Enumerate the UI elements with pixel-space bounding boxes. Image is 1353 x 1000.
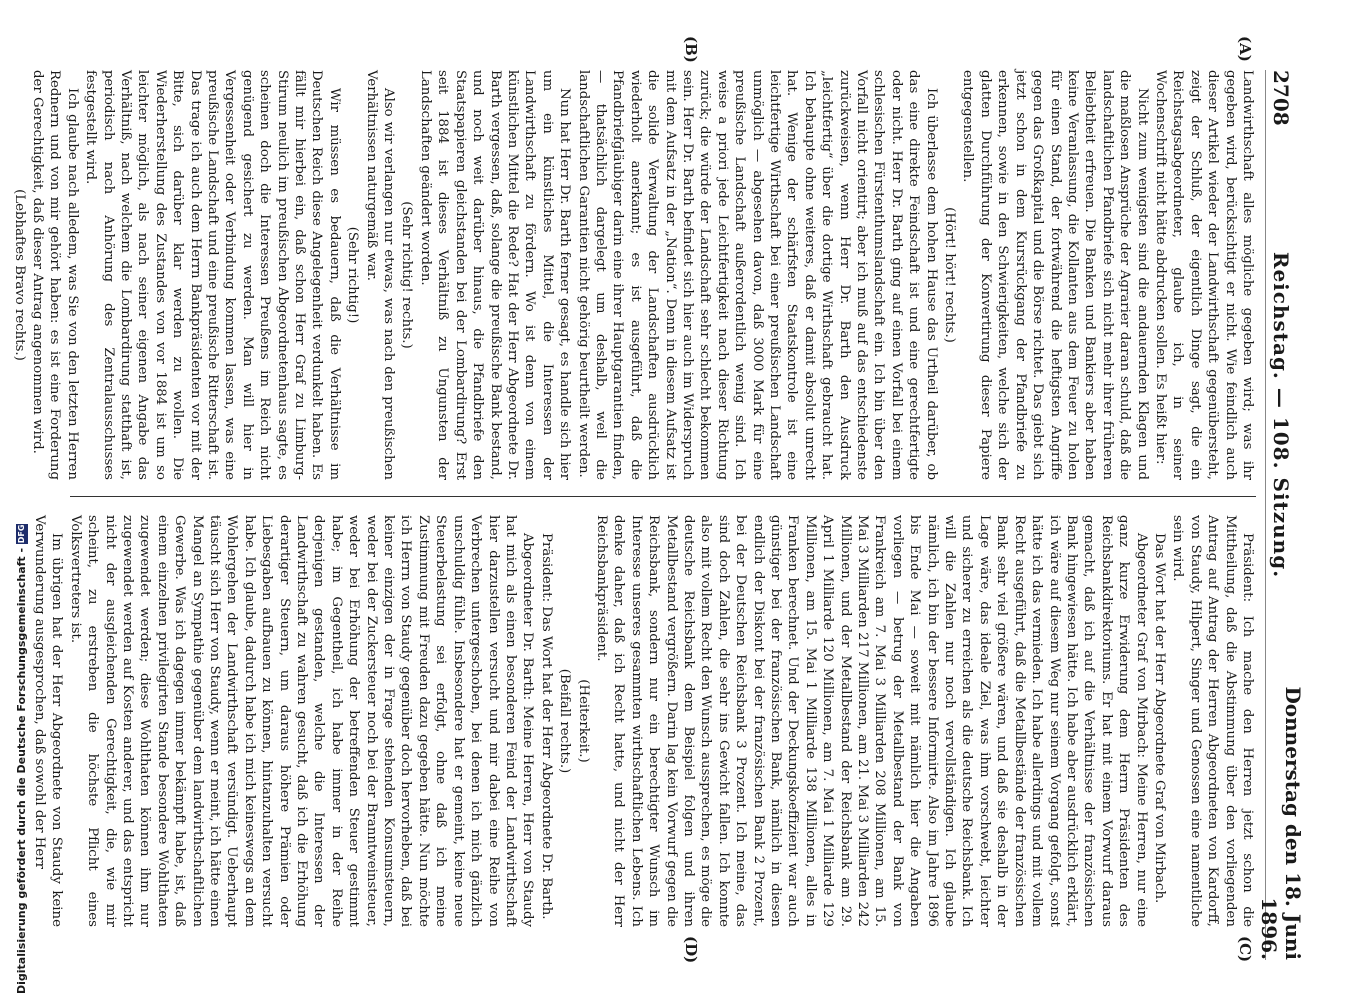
margin-marker-d: (D) [682,936,700,964]
right-text-column [31,515,1256,927]
interjection: (Heiterkeit.) [575,679,591,763]
column-divider [70,496,1256,497]
page-title: Reichstag. — 108. Sitzung. [1269,251,1293,579]
interjection: (Sehr richtig! rechts.) [399,201,415,349]
interjection: (Beifall rechts.) [557,668,573,774]
paragraph: Nun hat Herr Dr. Barth ferner gesagt, es handle sich hier um ein künstliches Mittel, die Interessen der Landwirthschaft zu fördern. Wo ist denn von einem künstlichen Mittel die Rede? Hat der Herr Abgeordnete Dr. Barth vergessen, daß, solange die preußische Bank bestand, und noch weit darüber hinaus, die Pfandbriefe den Staatspapieren gleichstanden bei der Lombardirung? Erst seit 1884 ist dieses Verhältniß zu Ungunsten der Landschaften geändert worden. [417,70,573,480]
paragraph: Also wir verlangen nur etwas, was nach den preußischen Verhältnissen naturgemäß war. [363,70,397,480]
page-header [1257,70,1305,960]
speaker-paragraph: Präsident: Das Wort hat der Herr Abgeordnete Dr. Barth. [538,533,554,920]
speaker-paragraph: Abgeordneter Dr. Barth: Meine Herren, Herr von Staudy hat mich als einen besonderen Feind der Landwirthschaft hier darzustellen versucht und mir dabei eine Reihe von Verbrechen untergeschoben, bei denen ich mich gänzlich unschuldig fühle. Insbesondere hat er gemeint, keine neue Steuerbelastung sei erfolgt, ohne daß ich meine Zustimmung mit Freuden dazu gegeben hätte. Nun möchte ich Herrn von Staudy gegenüber doch hervorheben, daß bei keiner einzigen der in Frage stehenden Konsumsteuern, weder bei der Zuckersteuer noch bei der Branntweinsteuer, weder bei Erhöhung der betreffenden Steuer gestimmt habe; im Gegentheil, ich habe immer in der Reihe derjenigen gestanden, welche die Interessen der Landwirthschaft zu wahren gesucht, daß ich die Erhöhung derartiger Steuern, um daraus höhere Prämien oder Liebesgaben aufbauen zu können, hintanzuhalten versucht habe. Ich glaube, dadurch habe ich mich keineswegs an dem Wohlergehen der Landwirthschaft versündigt. Ueberhaupt täuscht sich Herr von Staudy, wenn er meint, ich hätte einen Mangel an Sympathie gegenüber dem landwirthschaftlichen Gewerbe. Was ich dagegen immer bekämpft habe, ist, daß einem einzelnen privilegirten Stande besondere Wohlthaten zugewendet werden; diese Wohlthaten können ihm nur zugewendet werden auf Kosten anderer, und das entspricht nicht der ausgleichenden Gerechtigkeit, die, wie mir scheint, zu erstreben die höchste Pflicht eines Volksvertreters ist. [67,515,536,927]
interjection: (Lebhaftes Bravo rechts.) [11,189,27,361]
footer-text [15,524,28,994]
paragraph: Ich überlasse dem hohen Hause das Urtheil darüber, ob das eine direkte Feindschaft ist und eine gerechtfertigte oder nicht. Herr Dr. Barth ging auf einen Vorfall bei einem schlesischen Fürstenthumslandschaft ein. Ich bin über den Vorfall nicht orientirt; aber ich muß auf das entschiedenste zurückweisen, wenn Herr Dr. Barth den Ausdruck „leichtfertig“ über die dortige Wirthschaft gebraucht hat. Ich behaupte ohne weiteres, daß er damit absolut unrecht hat. Wenige der schärfsten Staatskontrole ist eine leichtfertige Wirthschaft bei einer preußischen Landschaft unmöglich — abgesehen davon, daß 3000 Mark für eine preußische Landschaft außerordentlich wenig sind. Ich weise a priori jede Leichtfertigkeit nach dieser Richtung zurück; die würde der Landschaft sehr schlecht bekommen sein. Herr Dr. Barth befindet sich hier auch im Widerspruch mit dem Aufsatz in der „Nation“. Denn in diesem Aufsatz ist die solide Verwaltung der Landschaften ausdrücklich wiederholt anerkannt; es ist ausgeführt, daß die Pfandbriefgläubiger darin eine ihrer Hauptgarantien finden, — thatsächlich dargelegt um deshalb, weil die landschaftlichen Garantien nicht gehörig beurtheilt werden. [575,70,939,480]
digitization-footer [4,0,34,1000]
speaker-paragraph: Abgeordneter Graf von Mirbach: Meine Herren, nur eine ganz kurze Erwiderung dem Herrn Präsidenten des Reichsbankdirektoriums. Er hat mit einem Vorwurf daraus gemacht, daß ich auf die Verhältnisse der französischen Bank hingewiesen hätte. Ich habe aber ausdrücklich erklärt, ich wäre auf diesem Weg nur seinem Vorgang gefolgt, sonst hätte ich das vermieden. Ich habe allerdings und mit vollem Recht ausgeführt, daß die Metallbestände der französischen Bank sehr viel größere wären, und daß sie deshalb in der Lage wäre, das ideale Ziel, was ihm vorschwebt, leichter und sicherer zu erreichen als die deutsche Reichsbank. Ich will die Zahlen nur noch vervollständigen. Ich glaube nämlich, ich bin der bessere Informirte. Also im Jahre 1896 bis Ende Mai — soweit mit nämlich hier die Angaben vorliegen — betrug der Metallbestand der Bank von Frankreich am 7. Mai 3 Milliarden 208 Millionen, am 15. Mai 3 Milliarden 217 Millionen, am 21. Mai 3 Milliarden 242 Millionen, und der Metallbestand der Reichsbank am 29. April 1 Milliarde 120 Millionen, am 7. Mai 1 Milliarde 129 Millionen, am 15. Mai 1 Milliarde 138 Millionen, alles in Franken berechnet. Und der Deckungskoeffizient war auch günstiger bei der französischen Bank, nämlich in diesen endlich der Diskont bei der französischen Bank 2 Prozent, bei der Deutschen Reichsbank 3 Prozent. Ich meine, das sind doch Zahlen, die sehr ins Gewicht fallen. Ich konnte also mit vollem Recht den Wunsch aussprechen, es möge die deutsche Reichsbank dem Beispiel folgen und ihren Metallbestand vergrößern. Darin lag kein Vorwurf gegen die Reichsbank, sondern nur ein berechtigter Wunsch im Interesse unseres gesammten wirthschaftlichen Lebens. Ich denke daher, daß ich Recht hatte, und nicht der Herr Reichsbankpräsident. [593,515,1149,927]
dfg-logo: DFG [16,524,26,544]
margin-marker-a: (A) [1236,36,1254,62]
session-date: Donnerstag den 18. Juni 1896. [1257,686,1305,960]
page-number: 2708 [1269,70,1293,126]
speaker-paragraph: Präsident: Ich mache den Herren jetzt schon die Mittheilung, daß die Abstimmung über den vorliegenden Antrag auf Antrag der Herren Abgeordneten von Kardorff, von Staudy, Hilpert, Singer und Genossen eine namentliche sein wird. [1170,515,1255,927]
paragraph: Landwirthschaft alles mögliche gegeben wird; was ihr gegeben wird, berücksichtigt er nicht. Wie feindlich auch dieser Artikel wieder der Landwirthschaft gegenübersteht, zeigt der Schluß, der eigentlich Dinge sagt, die ein Reichstagsabgeordneter, glaube ich, in seiner Wochenschrift nicht hätte abdrucken sollen. Es heißt hier: [1152,70,1255,480]
margin-marker-b: (B) [682,36,700,63]
quotation-paragraph: Nicht zum wenigsten sind die andauernden Klagen und die maßlosen Ansprüche der Agrarier daran schuld, daß die landschaftlichen Pfandbriefe sich nicht mehr ihrer früheren Beliebtheit erfreuen. Die Banken und Bankiers aber haben keine Veranlassung, die Kollanten aus dem Feuer zu holen für einen Stand, der fortwährend die heftigsten Angriffe gegen das Großkapital und die Börse richtet. Das giebt sich jetzt schon in dem Kursrückgang der Pfandbriefe zu erkennen, sowie in den Schwierigkeiten, welche sich der glatten Durchführung der Konvertirung dieser Papiere entgegenstellen. [960,70,1150,480]
margin-marker-c: (C) [1236,936,1254,963]
paragraph: Im übrigen hat der Herr Abgeordnete von Staudy keine Verwunderung ausgesprochen, daß sowohl der Herr [31,515,65,927]
paragraph: Ich glaube nach alledem, was Sie von den letzten Herren Rednern und von mir gehört haben: es ist eine Forderung der Gerechtigkeit, daß dieser Antrag angenommen wird. [29,70,80,480]
digitization-note: Digitalisierung gefördert durch die Deutsche Forschungsgemeinschaft - [15,547,28,994]
paragraph: Wir müssen es bedauern, daß die Verhältnisse im Deutschen Reich diese Angelegenheit verdunkelt haben. Es fällt mir hierbei ein, daß schon Herr Graf zu Limburg-Stirum neulich im preußischen Abgeordnetenhaus sagte, es scheinen doch die Interessen Preußens im Reich nicht genügend gesichert zu werden. Man will hier in Vergessenheit oder Verbindung kommen lassen, was eine preußische Landschaft und eine preußische Ritterschaft ist. Das trage ich auch dem Herrn Bankpräsidenten vor mit der Bitte, sich darüber klar werden zu wollen. Die Wiederherstellung des Zustandes von vor 1884 ist um so leichter möglich, als nach seiner eigenen Angabe das Verhältniß, nach welchem die Lombardirung statthaft ist, periodisch nach Anhörung des Zentralausschusses festgestellt wird. [83,70,342,480]
left-text-column [11,70,1256,480]
interjection: (Sehr richtig!) [345,226,361,324]
interjection: (Hört! hört! rechts.) [942,207,958,343]
paragraph: Das Wort hat der Herr Abgeordnete Graf von Mirbach. [1151,533,1167,904]
